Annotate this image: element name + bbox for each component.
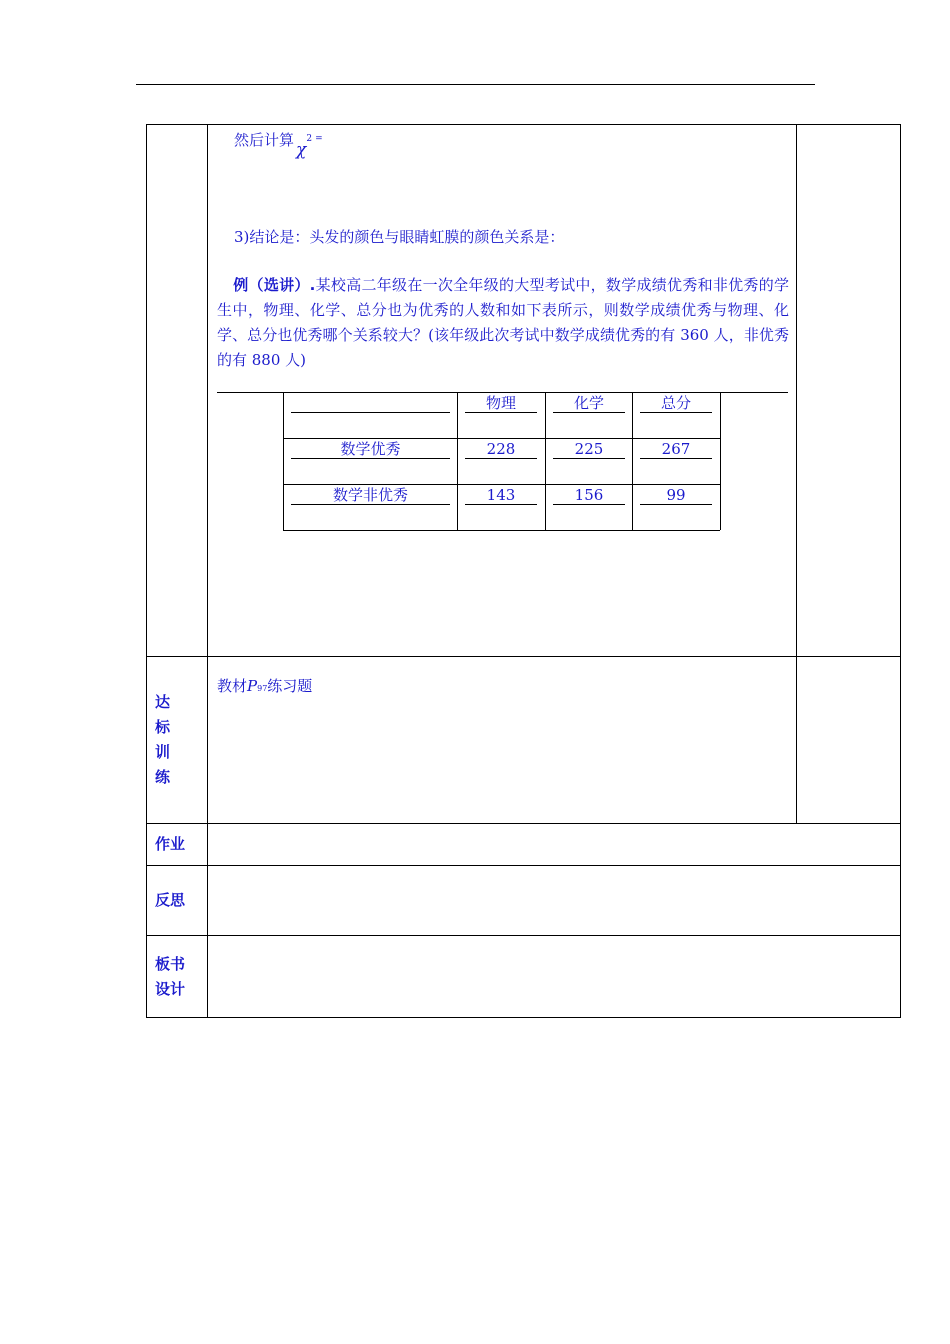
paragraph-underline	[217, 392, 788, 393]
table-cell: 156	[574, 486, 604, 504]
row-divider	[146, 823, 901, 824]
cell-underline	[465, 458, 537, 459]
practice-label: 达标训练	[155, 693, 171, 786]
practice-prefix: 教材	[217, 677, 248, 695]
cell-underline	[640, 504, 712, 505]
table-column-line	[632, 392, 633, 530]
table-cell: 228	[486, 440, 516, 458]
board-design-label-line1: 板书	[155, 955, 186, 973]
row-label-math-excellent: 数学优秀	[340, 440, 401, 458]
cell-underline	[291, 458, 450, 459]
cell-underline	[465, 504, 537, 505]
example-text: 某校高二年级在一次全年级的大型考试中，数学成绩优秀和非优秀的学生中，物理、化学、总分也为优秀的人数和如下表所示，则数学成绩优秀与物理、化学、总分也优秀哪个关系较大？(该年级此次考试中数学成绩优秀的有 360 人，非优秀的有 880 人)	[217, 276, 789, 369]
notes-column-divider	[796, 124, 797, 823]
table-cell: 143	[486, 486, 516, 504]
table-border-right	[720, 392, 721, 530]
practice-page-symbol: P	[247, 677, 258, 695]
cell-underline	[291, 412, 450, 413]
cell-underline	[553, 412, 625, 413]
conclusion-text: 3)结论是：头发的颜色与眼睛虹膜的颜色关系是：	[234, 228, 565, 246]
calc-line	[234, 128, 323, 160]
board-design-label-line2: 设计	[155, 980, 186, 998]
header-rule	[136, 84, 815, 85]
header-chemistry: 化学	[573, 394, 604, 412]
header-physics: 物理	[485, 394, 516, 412]
table-column-line	[457, 392, 458, 530]
row-label-math-not-excellent: 数学非优秀	[332, 486, 408, 504]
row-divider	[146, 865, 901, 866]
lesson-table	[146, 124, 901, 1018]
table-column-line	[545, 392, 546, 530]
table-cell: 99	[666, 486, 686, 504]
table-border-bottom	[283, 530, 720, 531]
cell-underline	[640, 412, 712, 413]
header-total: 总分	[660, 394, 691, 412]
practice-text	[217, 674, 312, 701]
table-row-line	[283, 484, 720, 485]
chi-square-symbol: χ	[296, 140, 307, 160]
table-cell: 225	[574, 440, 604, 458]
practice-suffix: 练习题	[267, 677, 313, 695]
cell-underline	[291, 504, 450, 505]
practice-page-number: 97	[257, 684, 268, 693]
reflection-label: 反思	[155, 891, 186, 909]
cell-underline	[553, 458, 625, 459]
homework-label: 作业	[155, 835, 186, 853]
row-divider	[146, 656, 901, 657]
example-paragraph	[217, 273, 789, 373]
chi-square-exponent: 2	[306, 134, 313, 144]
calc-prefix: 然后计算	[234, 131, 295, 149]
example-label: 例（选讲）.	[233, 276, 316, 294]
cell-underline	[465, 412, 537, 413]
row-divider	[146, 935, 901, 936]
cell-underline	[553, 504, 625, 505]
label-column-divider	[207, 124, 208, 1018]
cell-underline	[640, 458, 712, 459]
table-border-left	[283, 392, 284, 530]
table-cell: 267	[661, 440, 691, 458]
table-row-line	[283, 438, 720, 439]
equals-sign: =	[315, 134, 323, 144]
